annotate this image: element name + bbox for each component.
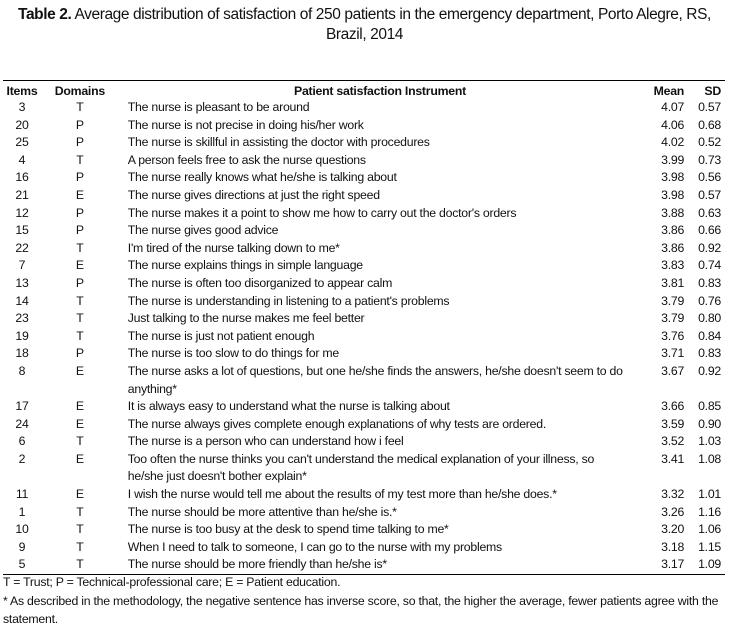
item-number: 25 bbox=[15, 135, 29, 150]
item-number: 19 bbox=[15, 328, 29, 343]
instrument-statement: The nurse should be more attentive than he/she is.* bbox=[127, 504, 397, 519]
table-row bbox=[3, 451, 725, 486]
instrument-statement: The nurse should be more friendly than he/she is* bbox=[127, 557, 387, 572]
mean-value: 3.20 bbox=[661, 522, 685, 537]
sd-value: 0.90 bbox=[698, 416, 721, 431]
instrument-statement: The nurse is pleasant to be around bbox=[127, 100, 310, 114]
item-number: 5 bbox=[18, 557, 26, 572]
table-row bbox=[3, 117, 725, 135]
table-row bbox=[3, 257, 725, 275]
table-header-row bbox=[3, 81, 725, 100]
item-number: 9 bbox=[18, 539, 26, 554]
table-row bbox=[3, 539, 725, 557]
item-number: 15 bbox=[15, 223, 29, 238]
sd-value: 0.80 bbox=[698, 311, 721, 326]
mean-value: 3.32 bbox=[661, 487, 685, 502]
domain-code: T bbox=[76, 311, 84, 326]
instrument-statement: The nurse is just not patient enough bbox=[127, 328, 315, 343]
domain-code: T bbox=[76, 100, 84, 114]
domain-code: E bbox=[75, 416, 84, 431]
item-number: 23 bbox=[15, 311, 29, 326]
domain-code: T bbox=[76, 522, 84, 537]
table-title bbox=[0, 5, 729, 45]
domain-code: E bbox=[75, 363, 84, 378]
sd-value: 0.92 bbox=[698, 240, 721, 255]
instrument-statement: The nurse is too busy at the desk to spend time talking to me* bbox=[127, 522, 449, 537]
sd-value: 1.08 bbox=[698, 451, 721, 466]
domain-code: T bbox=[76, 539, 84, 554]
sd-value: 1.15 bbox=[698, 539, 721, 554]
sd-value: 0.56 bbox=[698, 170, 721, 185]
sd-value: 1.09 bbox=[698, 557, 721, 572]
table-row bbox=[3, 398, 725, 416]
table-row bbox=[3, 363, 725, 398]
instrument-statement: When I need to talk to someone, I can go to the nurse with my problems bbox=[127, 539, 502, 554]
domain-code: T bbox=[76, 240, 84, 255]
item-number: 24 bbox=[15, 416, 29, 431]
item-number: 3 bbox=[18, 100, 26, 114]
table-row bbox=[3, 345, 725, 363]
table-row bbox=[3, 504, 725, 522]
mean-value: 4.07 bbox=[661, 100, 685, 114]
instrument-statement: It is always easy to understand what the nurse is talking about bbox=[127, 399, 450, 414]
mean-value: 3.71 bbox=[661, 346, 685, 361]
instrument-statement: I'm tired of the nurse talking down to me* bbox=[127, 240, 340, 255]
mean-value: 4.06 bbox=[661, 117, 685, 132]
table-row bbox=[3, 187, 725, 205]
sd-value: 0.66 bbox=[698, 223, 721, 238]
instrument-statement: The nurse is skillful in assisting the doctor with procedures bbox=[127, 135, 430, 150]
item-number: 8 bbox=[18, 363, 26, 378]
mean-value: 3.52 bbox=[661, 434, 685, 449]
instrument-statement: Just talking to the nurse makes me feel better bbox=[127, 311, 365, 326]
sd-value: 0.52 bbox=[698, 135, 721, 150]
item-number: 12 bbox=[15, 205, 29, 220]
table-row bbox=[3, 433, 725, 451]
footnote-legend: T = Trust; P = Technical-professional care; E = Patient education. bbox=[3, 575, 341, 589]
item-number: 18 bbox=[15, 346, 29, 361]
instrument-statement: The nurse always gives complete enough explanations of why tests are ordered. bbox=[127, 416, 547, 431]
item-number: 6 bbox=[18, 434, 26, 449]
instrument-statement: The nurse is too slow to do things for me bbox=[127, 346, 339, 361]
domain-code: E bbox=[75, 258, 84, 273]
instrument-statement: A person feels free to ask the nurse questions bbox=[127, 152, 366, 167]
domain-code: P bbox=[75, 275, 84, 290]
table-row bbox=[3, 152, 725, 170]
domain-code: E bbox=[75, 451, 84, 466]
domain-code: P bbox=[75, 205, 84, 220]
mean-value: 3.66 bbox=[661, 399, 685, 414]
sd-value: 0.63 bbox=[698, 205, 721, 220]
sd-value: 1.16 bbox=[698, 504, 721, 519]
item-number: 21 bbox=[15, 187, 29, 202]
sd-value: 0.57 bbox=[698, 100, 721, 114]
mean-value: 3.17 bbox=[661, 557, 685, 572]
domain-code: P bbox=[75, 135, 84, 150]
sd-value: 0.68 bbox=[698, 117, 721, 132]
mean-value: 3.99 bbox=[661, 152, 685, 167]
header-items: Items bbox=[6, 83, 38, 98]
satisfaction-table bbox=[3, 80, 725, 575]
mean-value: 3.67 bbox=[661, 363, 685, 378]
item-number: 4 bbox=[18, 152, 26, 167]
mean-value: 3.88 bbox=[661, 205, 685, 220]
mean-value: 3.83 bbox=[661, 258, 685, 273]
domain-code: P bbox=[75, 170, 84, 185]
table-row bbox=[3, 275, 725, 293]
domain-code: T bbox=[76, 293, 84, 308]
domain-code: T bbox=[76, 504, 84, 519]
sd-value: 1.06 bbox=[698, 522, 721, 537]
item-number: 11 bbox=[15, 487, 29, 502]
sd-value: 0.57 bbox=[698, 187, 721, 202]
item-number: 7 bbox=[18, 258, 26, 273]
mean-value: 3.59 bbox=[661, 416, 685, 431]
instrument-statement: I wish the nurse would tell me about the results of my test more than he/she does.* bbox=[127, 487, 557, 502]
instrument-statement: The nurse gives good advice bbox=[127, 223, 279, 238]
header-mean: Mean bbox=[653, 83, 685, 98]
domain-code: T bbox=[76, 152, 84, 167]
table-row bbox=[3, 99, 725, 117]
instrument-statement: The nurse is a person who can understand how i feel bbox=[127, 434, 404, 449]
sd-value: 0.83 bbox=[698, 275, 721, 290]
header-domains: Domains bbox=[54, 83, 105, 98]
mean-value: 3.79 bbox=[661, 293, 685, 308]
header-instrument: Patient satisfaction Instrument bbox=[294, 83, 466, 98]
table-row bbox=[3, 328, 725, 346]
mean-value: 3.86 bbox=[661, 240, 685, 255]
item-number: 17 bbox=[15, 399, 29, 414]
sd-value: 1.03 bbox=[698, 434, 721, 449]
table-row bbox=[3, 521, 725, 539]
domain-code: E bbox=[75, 399, 84, 414]
domain-code: E bbox=[75, 487, 84, 502]
header-sd: SD bbox=[704, 83, 721, 98]
sd-value: 0.85 bbox=[698, 399, 721, 414]
sd-value: 1.01 bbox=[698, 487, 721, 502]
sd-value: 0.92 bbox=[698, 363, 721, 378]
table-row bbox=[3, 240, 725, 258]
domain-code: P bbox=[75, 117, 84, 132]
table-row bbox=[3, 205, 725, 223]
table-row bbox=[3, 310, 725, 328]
table-caption: Average distribution of satisfaction of 250 patients in the emergency department, Porto Alegre, RS, Brazil, 2014 bbox=[71, 6, 711, 43]
item-number: 10 bbox=[15, 522, 29, 537]
table-row bbox=[3, 222, 725, 240]
mean-value: 3.79 bbox=[661, 311, 685, 326]
table-row bbox=[3, 556, 725, 574]
mean-value: 3.76 bbox=[661, 328, 685, 343]
domain-code: P bbox=[75, 346, 84, 361]
sd-value: 0.84 bbox=[698, 328, 721, 343]
domain-code: P bbox=[75, 223, 84, 238]
item-number: 2 bbox=[18, 451, 26, 466]
item-number: 20 bbox=[15, 117, 29, 132]
domain-code: E bbox=[75, 187, 84, 202]
mean-value: 3.98 bbox=[661, 187, 685, 202]
mean-value: 3.81 bbox=[661, 275, 685, 290]
mean-value: 3.18 bbox=[661, 539, 685, 554]
instrument-statement: The nurse asks a lot of questions, but one he/she finds the answers, he/she doesn't seem to do anything* bbox=[127, 363, 623, 396]
item-number: 22 bbox=[15, 240, 29, 255]
table-row bbox=[3, 293, 725, 311]
mean-value: 4.02 bbox=[661, 135, 685, 150]
item-number: 14 bbox=[15, 293, 29, 308]
domain-code: T bbox=[76, 557, 84, 572]
instrument-statement: Too often the nurse thinks you can't understand the medical explanation of your illness, so he/she just doesn't bother explain* bbox=[127, 451, 595, 484]
item-number: 13 bbox=[15, 275, 29, 290]
instrument-statement: The nurse really knows what he/she is talking about bbox=[127, 170, 397, 185]
domain-code: T bbox=[76, 434, 84, 449]
mean-value: 3.26 bbox=[661, 504, 685, 519]
instrument-statement: The nurse gives directions at just the right speed bbox=[127, 187, 380, 202]
instrument-statement: The nurse is not precise in doing his/her work bbox=[127, 117, 364, 132]
sd-value: 0.76 bbox=[698, 293, 721, 308]
sd-value: 0.73 bbox=[698, 152, 721, 167]
mean-value: 3.98 bbox=[661, 170, 685, 185]
table-label: Table 2. bbox=[18, 6, 72, 23]
mean-value: 3.41 bbox=[661, 451, 685, 466]
sd-value: 0.74 bbox=[698, 258, 721, 273]
footnote-note: * As described in the methodology, the negative sentence has inverse score, so that, the higher the average, fewer patients agree with the statement. bbox=[3, 594, 719, 626]
item-number: 16 bbox=[15, 170, 29, 185]
domain-code: T bbox=[76, 328, 84, 343]
instrument-statement: The nurse makes it a point to show me how to carry out the doctor's orders bbox=[127, 205, 517, 220]
table-row bbox=[3, 134, 725, 152]
item-number: 1 bbox=[18, 504, 26, 519]
instrument-statement: The nurse is understanding in listening to a patient's problems bbox=[127, 293, 450, 308]
table-row bbox=[3, 169, 725, 187]
mean-value: 3.86 bbox=[661, 223, 685, 238]
instrument-statement: The nurse explains things in simple language bbox=[127, 258, 363, 273]
sd-value: 0.83 bbox=[698, 346, 721, 361]
table-row bbox=[3, 416, 725, 434]
instrument-statement: The nurse is often too disorganized to appear calm bbox=[127, 275, 393, 290]
table-row bbox=[3, 486, 725, 504]
